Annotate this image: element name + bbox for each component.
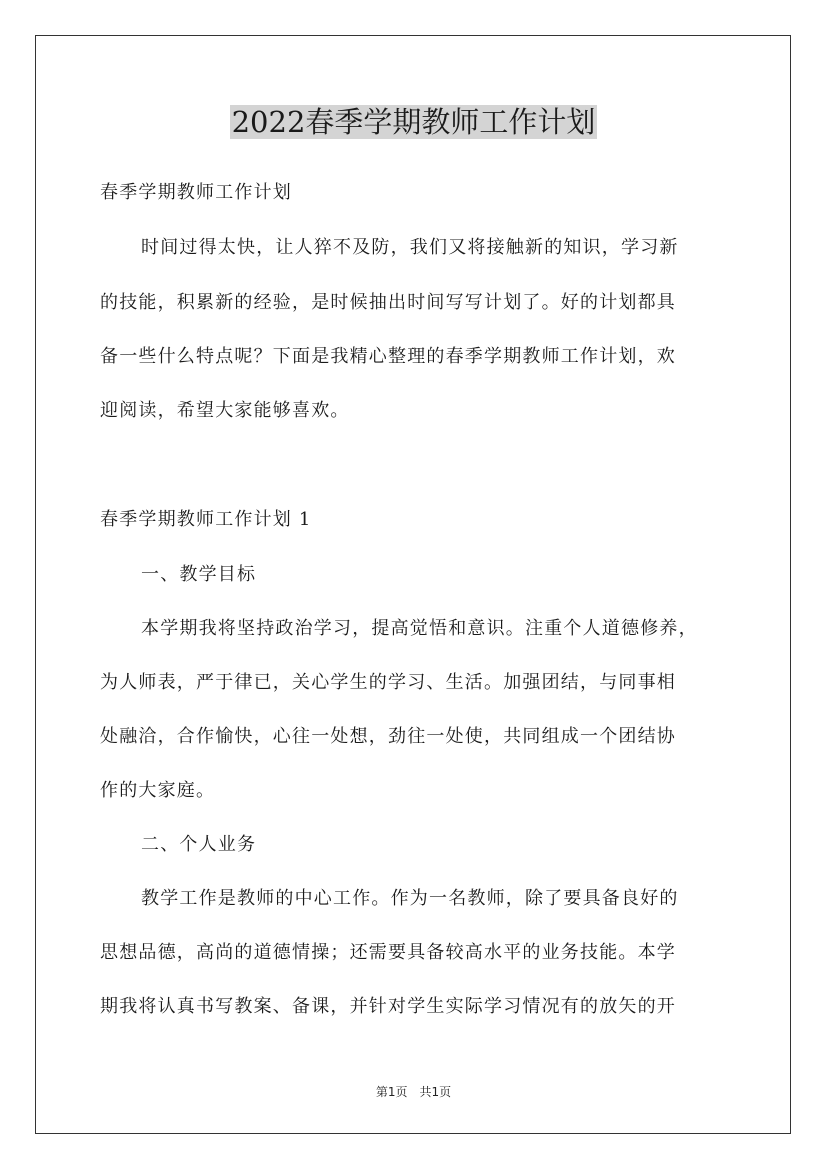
paragraph-line: 本学期我将坚持政治学习，提高觉悟和意识。注重个人道德修养， [141, 618, 698, 639]
paragraph-line: 的技能，积累新的经验，是时候抽出时间写写计划了。好的计划都具 [100, 292, 676, 313]
subheading: 一、教学目标 [141, 564, 257, 585]
paragraph-line: 作的大家庭。 [100, 780, 216, 801]
paragraph-line: 时间过得太快，让人猝不及防，我们又将接触新的知识，学习新 [141, 237, 679, 258]
section-heading: 春季学期教师工作计划 1 [100, 509, 312, 530]
subheading: 二、个人业务 [141, 834, 257, 855]
paragraph-line: 期我将认真书写教案、备课，并针对学生实际学习情况有的放矢的开 [100, 996, 676, 1017]
paragraph-line: 教学工作是教师的中心工作。作为一名教师，除了要具备良好的 [141, 888, 679, 909]
paragraph-line: 备一些什么特点呢？下面是我精心整理的春季学期教师工作计划，欢 [100, 346, 676, 367]
paragraph-line: 思想品德，高尚的道德情操；还需要具备较高水平的业务技能。本学 [100, 942, 676, 963]
document-title [0, 100, 827, 144]
paragraph-line: 为人师表，严于律已，关心学生的学习、生活。加强团结，与同事相 [100, 672, 676, 693]
paragraph-line: 处融洽，合作愉快，心往一处想，劲往一处使，共同组成一个团结协 [100, 726, 676, 747]
paragraph-line: 迎阅读，希望大家能够喜欢。 [100, 400, 350, 421]
page-footer: 第1页 共1页 [375, 1085, 452, 1099]
section-heading: 春季学期教师工作计划 [100, 182, 292, 203]
title-text: 2022春季学期教师工作计划 [231, 105, 596, 139]
